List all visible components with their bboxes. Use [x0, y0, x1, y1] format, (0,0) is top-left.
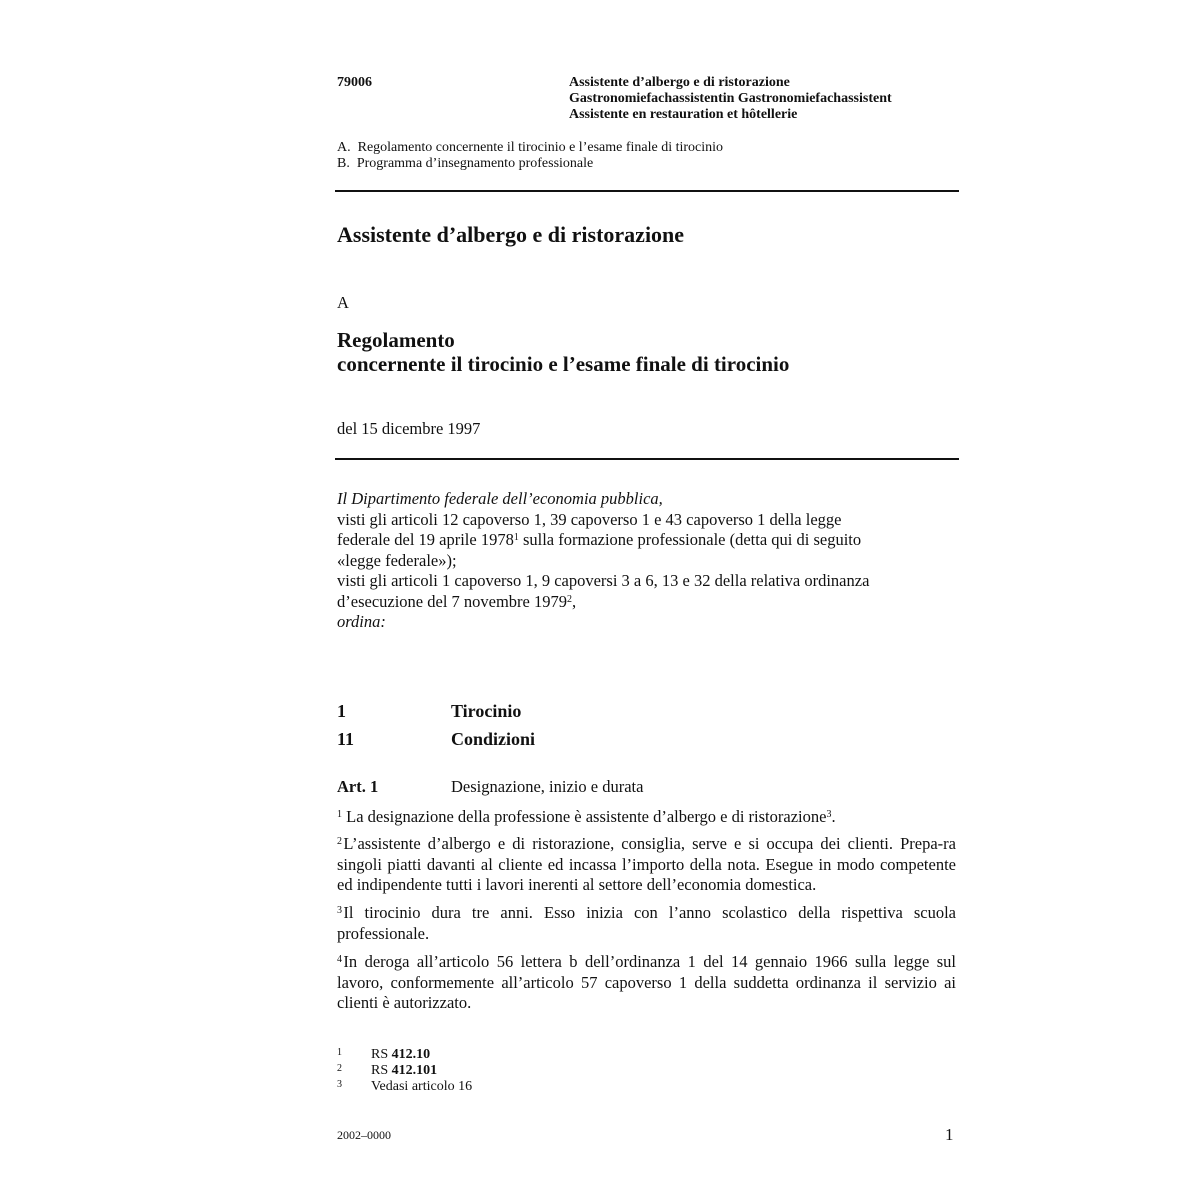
subchapter-number: 11	[337, 729, 355, 749]
footnote: 1 RS 412.10	[337, 1047, 431, 1062]
preamble-line: federale del 19 aprile 1978$^1$ sulla formazione professionale (detta qui di seguito	[337, 530, 862, 549]
contents-item-a: A. Regolamento concernente il tirocinio e l’esame finale di tirocinio	[337, 140, 724, 155]
header-titles	[569, 75, 892, 123]
article-paragraph-1: $^1$ La designazione della professione è assistente d’albergo e di ristorazione$^3$.	[337, 807, 836, 826]
regulation-title	[337, 328, 789, 376]
article-title: Designazione, inizio e durata	[451, 777, 644, 796]
regulation-date: del 15 dicembre 1997	[337, 419, 481, 438]
subchapter-title: Condizioni	[451, 729, 536, 749]
header-divider	[335, 190, 959, 192]
article-label: Art. 1	[337, 777, 379, 796]
chapter-title: Tirocinio	[451, 701, 522, 721]
section-letter: A	[337, 293, 349, 312]
article-paragraph-4: $^4$ In deroga all’articolo 56 lettera b dell’ordinanza 1 del 14 gennaio 1966 sulla legge sul lavoro, conformemente all’articolo 57 capoverso 1 della suddetta ordinanza il servizio ai clienti è autorizzato.	[337, 952, 956, 1012]
article-paragraph-2: $^2$ L’assistente d’albergo e di ristorazione, consiglia, serve e si occupa dei clienti. Prepa-ra singoli piatti davanti al cliente ed incassa l’importo della nota. Esegue in modo competente ed indipendente tutti i lavori inerenti al settore dell’economia domestica.	[337, 834, 956, 894]
page-number: 1	[945, 1125, 954, 1144]
footnote: 3 Vedasi articolo 16	[337, 1079, 473, 1094]
regulation-title-line-2: concernente il tirocinio e l’esame finale di tirocinio	[337, 352, 790, 376]
footnote-ref[interactable]: 3	[826, 809, 832, 820]
contents-list	[337, 140, 723, 172]
preamble-line: «legge federale»);	[337, 550, 457, 570]
preamble-line: d’esecuzione del 7 novembre 1979$^2$,	[337, 591, 577, 611]
header-title-de: Gastronomiefachassistentin Gastronomiefachassistent	[569, 91, 892, 106]
regulation-title-line-1: Regolamento	[337, 328, 455, 352]
document-number: 79006	[337, 75, 372, 90]
footnote-ref[interactable]: 1	[513, 532, 519, 543]
contents-item-b: B. Programma d’insegnamento professionale	[337, 156, 594, 171]
title-divider	[335, 458, 959, 460]
preamble-authority: Il Dipartimento federale dell’economia pubblica,	[337, 489, 663, 508]
footer-code: 2002–0000	[337, 1128, 391, 1142]
preamble	[337, 489, 959, 633]
article-paragraph-3: $^3$ Il tirocinio dura tre anni. Esso inizia con l’anno scolastico della rispettiva scuola professionale.	[337, 903, 956, 943]
header-title-fr: Assistente en restauration et hôtellerie	[569, 107, 798, 122]
footnote-ref[interactable]: 2	[567, 593, 573, 605]
header-title-it: Assistente d’albergo e di ristorazione	[569, 75, 790, 90]
preamble-line: visti gli articoli 1 capoverso 1, 9 capoversi 3 a 6, 13 e 32 della relativa ordinanza	[337, 571, 870, 590]
footnote: 2 RS 412.101	[337, 1063, 438, 1078]
footnotes	[337, 1047, 472, 1095]
preamble-closing: ordina:	[337, 612, 386, 631]
preamble-line: visti gli articoli 12 capoverso 1, 39 capoverso 1 e 43 capoverso 1 della legge	[337, 509, 842, 529]
page-title: Assistente d’albergo e di ristorazione	[337, 222, 685, 247]
chapter-number: 1	[337, 701, 346, 721]
